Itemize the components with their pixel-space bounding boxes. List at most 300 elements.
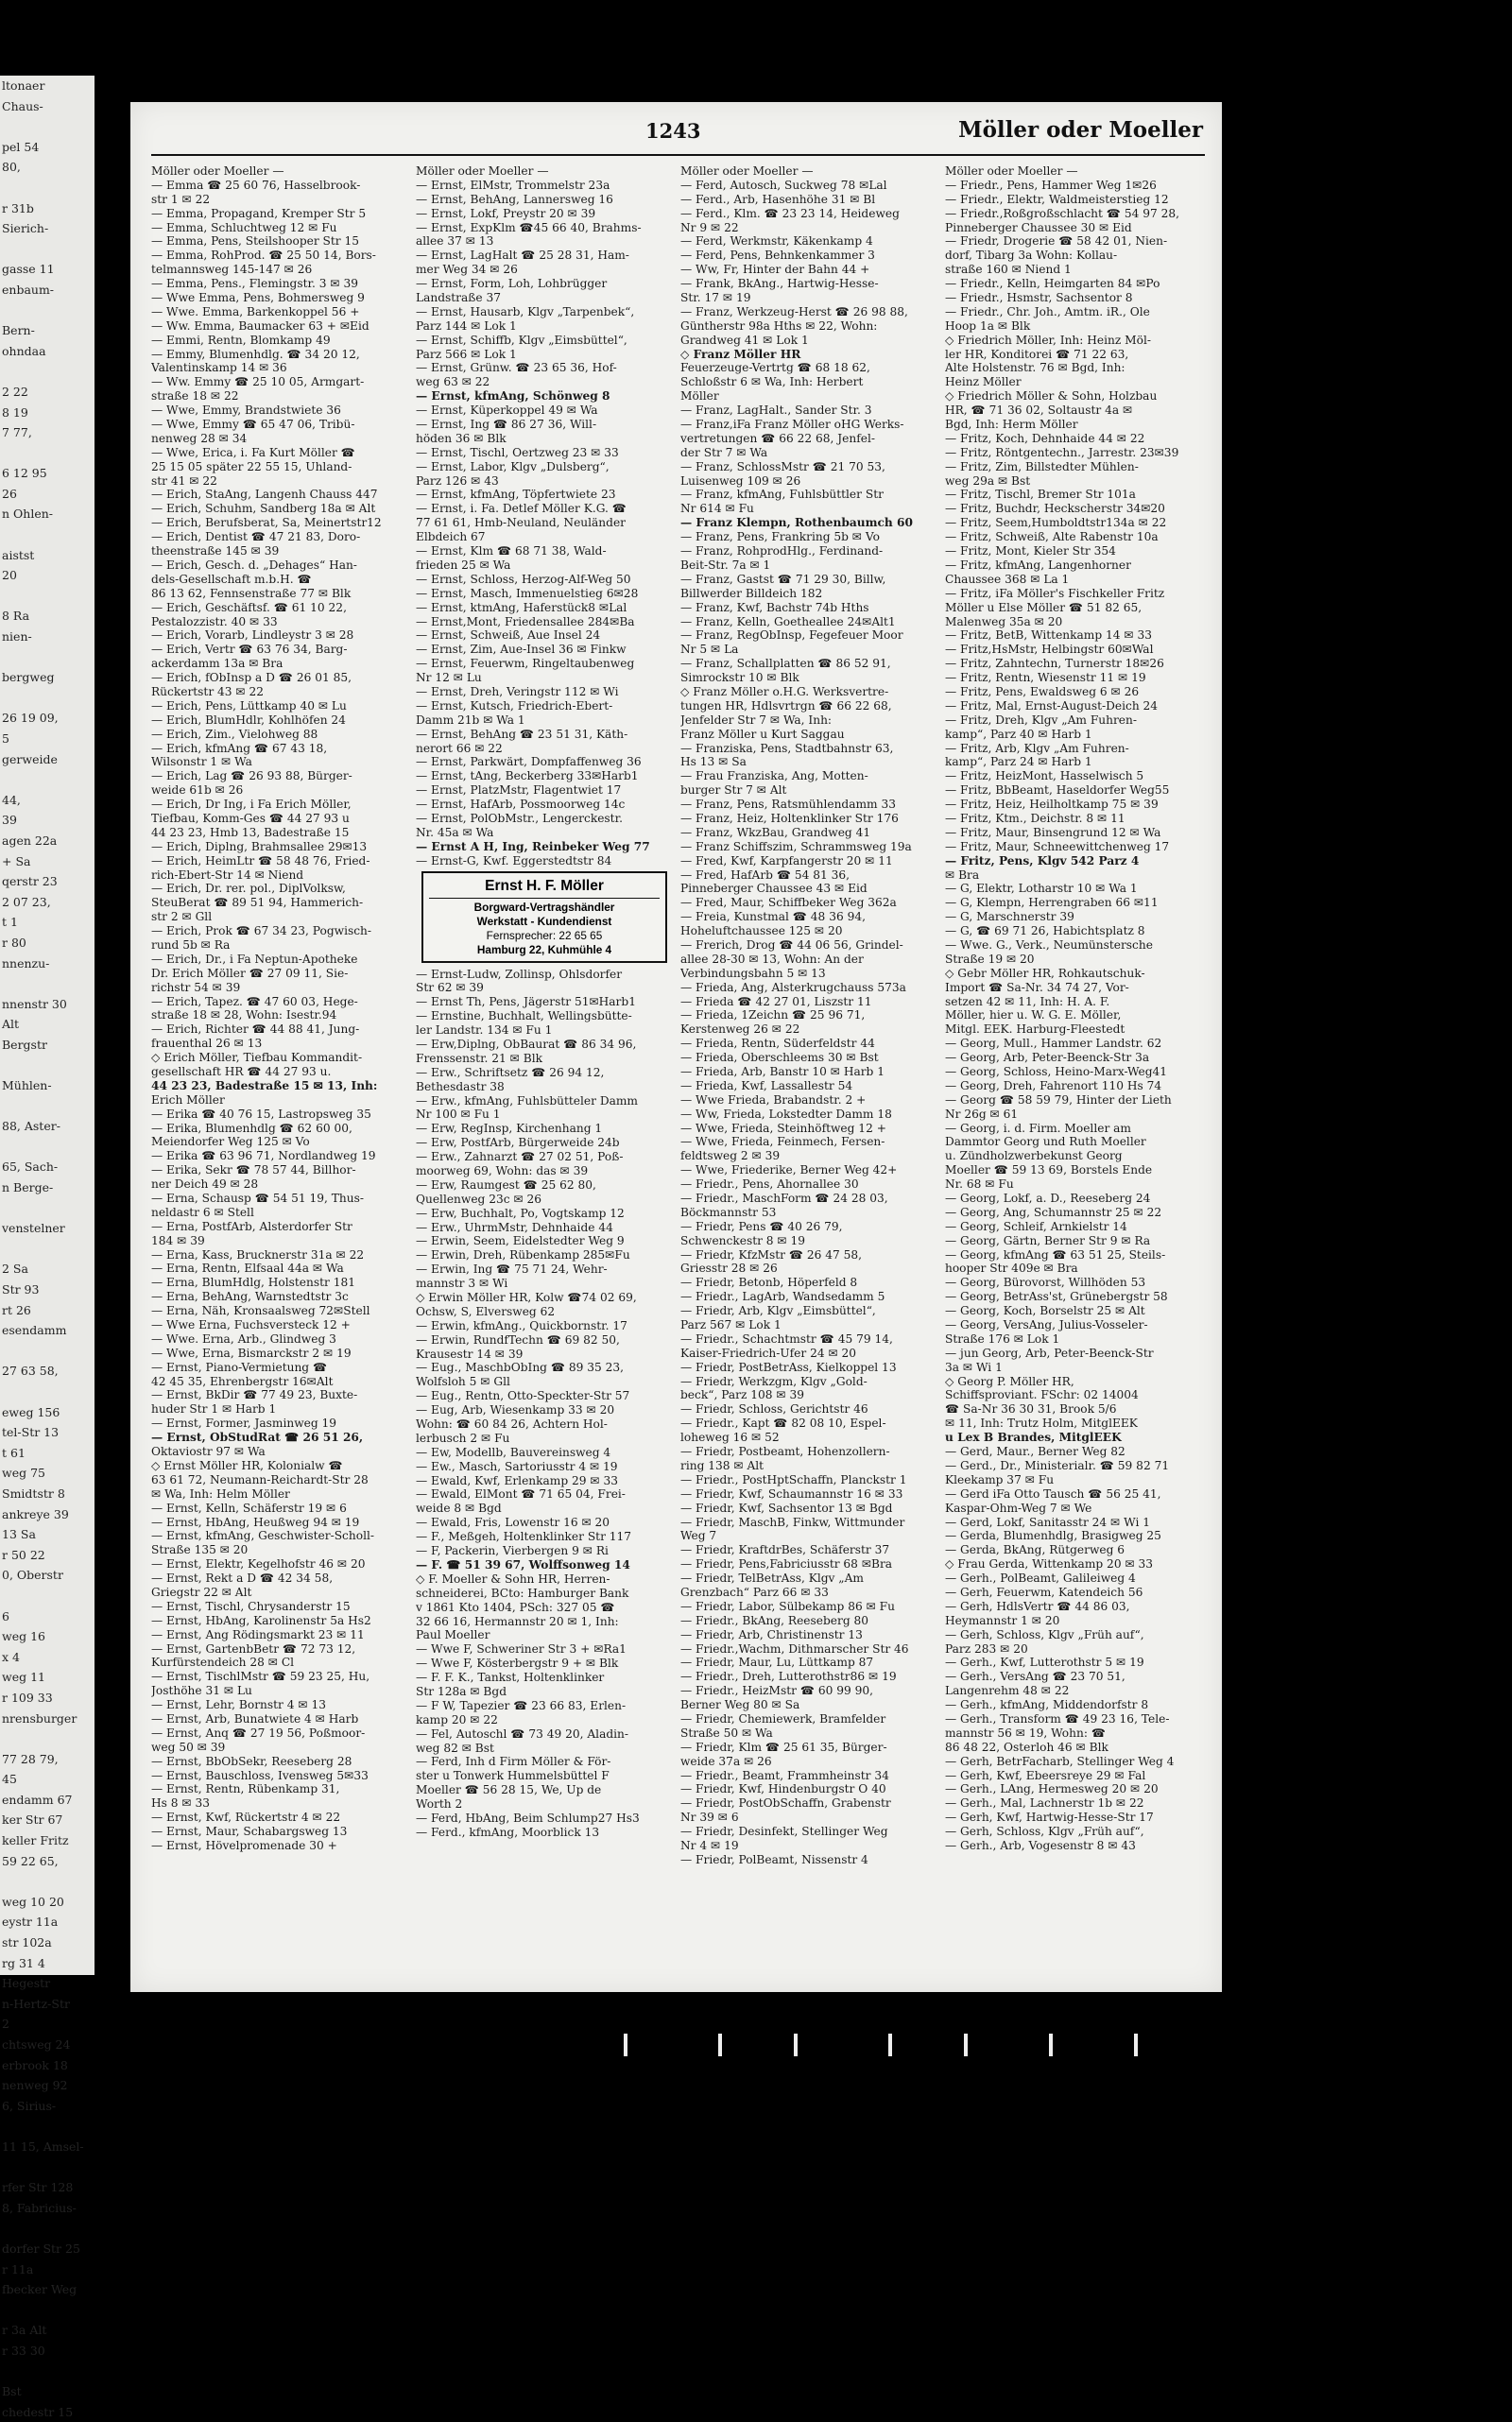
directory-entry: — Ewald, Kwf, Erlenkamp 29 ✉ 33: [416, 1473, 619, 1487]
directory-entry: — Franz, Pens, Frankring 5b ✉ Vo: [680, 530, 880, 544]
directory-entry: — Ernst, Feuerwm, Ringeltaubenweg: [416, 657, 635, 671]
directory-entry: — Ernst, Schloss, Herzog-Alf-Weg 50: [416, 572, 631, 586]
directory-entry: — Friedr, Chemiewerk, Bramfelder: [680, 1711, 886, 1726]
directory-entry: — Erwin, Ing ☎ 75 71 24, Wehr-: [416, 1263, 608, 1277]
prev-page-line: [0, 1056, 94, 1076]
directory-entry: ler Landstr. 134 ✉ Fu 1: [416, 1023, 553, 1038]
directory-entry: — Ww, Fr, Hinter der Bahn 44 +: [680, 263, 870, 277]
directory-entry: 42 45 35, Ehrenbergstr 16✉Alt: [151, 1374, 334, 1388]
directory-entry: — Ernst, Hausarb, Klgv „Tarpenbek“,: [416, 304, 635, 318]
directory-entry: Hoop 1a ✉ Blk: [945, 318, 1031, 333]
directory-entry: — Franz, SchlossMstr ☎ 21 70 53,: [680, 459, 885, 473]
prev-page-line: x 4: [2, 1649, 20, 1664]
directory-entry: — Fritz, HeizMont, Hasselwisch 5: [945, 769, 1144, 783]
prev-page-line: [0, 688, 94, 709]
directory-entry: — Erich, BlumHdlr, Kohlhöfen 24: [151, 713, 346, 727]
running-head: Möller oder Moeller: [958, 117, 1203, 143]
directory-entry: — Erich, Tapez. ☎ 47 60 03, Hege-: [151, 994, 358, 1008]
directory-entry: ✉ Bra: [945, 867, 980, 882]
directory-entry: mannstr 3 ✉ Wi: [416, 1277, 508, 1291]
prev-page-line: r 31b: [2, 200, 34, 215]
directory-entry: — Friedr., Dreh, Lutterothstr86 ✉ 19: [680, 1670, 897, 1684]
column-2: [416, 164, 667, 1840]
directory-entry: ackerdamm 13a ✉ Bra: [151, 657, 284, 671]
directory-entry: — Erwin, RundfTechn ☎ 69 82 50,: [416, 1332, 620, 1347]
prev-page-line: 8 19: [2, 404, 28, 420]
prev-page-line: Alt: [2, 1017, 20, 1032]
directory-entry: — Georg, i. d. Firm. Moeller am: [945, 1121, 1131, 1135]
directory-entry: — Gerh., LAng, Hermesweg 20 ✉ 20: [945, 1782, 1159, 1796]
directory-entry: Str 62 ✉ 39: [416, 981, 484, 995]
directory-entry: — Erw, PostfArb, Bürgerweide 24b: [416, 1136, 620, 1150]
directory-entry: — Ernst, Schweiß, Aue Insel 24: [416, 628, 601, 643]
directory-entry: — Ernst, LagHalt ☎ 25 28 31, Ham-: [416, 249, 629, 263]
directory-entry: — Ernst, BbObSekr, Reeseberg 28: [151, 1754, 352, 1768]
prev-page-line: nien-: [2, 629, 32, 644]
directory-entry: — Erna, PostfArb, Alsterdorfer Str: [151, 1219, 352, 1233]
prev-page-line: eweg 156: [2, 1404, 60, 1419]
directory-entry: allee 37 ✉ 13: [416, 234, 494, 249]
directory-entry: — Erw, RegInsp, Kirchenhang 1: [416, 1122, 603, 1136]
prev-page-line: Sierich-: [2, 221, 49, 236]
prev-page-line: 20: [2, 568, 17, 583]
directory-entry: — Franziska, Pens, Stadtbahnstr 63,: [680, 741, 894, 755]
directory-entry: — Wwe, Frieda, Feinmech, Fersen-: [680, 1135, 885, 1149]
prev-page-line: [0, 361, 94, 382]
directory-entry: — Fritz, Schweiß, Alte Rabenstr 10a: [945, 530, 1159, 544]
prev-page-line: 8, Fabricius-: [2, 2200, 77, 2215]
directory-entry: — Erwin, kfmAng., Quickbornstr. 17: [416, 1318, 627, 1332]
directory-entry: — Friedr, Pens ☎ 40 26 79,: [680, 1219, 843, 1233]
directory-entry: — Fritz, Pens, Ewaldsweg 6 ✉ 26: [945, 684, 1140, 698]
directory-entry: — Emma, RohProd. ☎ 25 50 14, Bors-: [151, 249, 376, 263]
prev-page-line: r 33 30: [2, 2343, 45, 2358]
directory-entry: — Ernst, BehAng, Lannersweg 16: [416, 192, 613, 206]
directory-entry: ◇ Frau Gerda, Wittenkamp 20 ✉ 33: [945, 1557, 1154, 1572]
directory-entry: gesellschaft HR ☎ 44 27 93 u.: [151, 1065, 332, 1078]
directory-entry: Luisenweg 109 ✉ 26: [680, 473, 801, 488]
directory-entry: weg 29a ✉ Bst: [945, 473, 1031, 488]
directory-entry: — Gerh., Arb, Vogesenstr 8 ✉ 43: [945, 1838, 1136, 1852]
directory-entry: — Ernst, i. Fa. Detlef Möller K.G. ☎: [416, 502, 627, 516]
previous-page-edge: [0, 76, 94, 2419]
directory-entry: — G, Elektr, Lotharstr 10 ✉ Wa 1: [945, 882, 1138, 896]
directory-entry: — Friedr, KfzMstr ☎ 26 47 58,: [680, 1247, 863, 1262]
directory-entry: — Ferd., Arb, Hasenhöhe 31 ✉ Bl: [680, 192, 876, 206]
prev-page-line: n Ohlen-: [2, 507, 53, 522]
directory-entry: Josthöhe 31 ✉ Lu: [151, 1684, 252, 1698]
directory-entry: — Ernst, Lehr, Bornstr 4 ✉ 13: [151, 1698, 326, 1712]
directory-entry: — Georg, Gärtn, Berner Str 9 ✉ Ra: [945, 1233, 1151, 1247]
directory-entry: Feuerzeuge-Vertrtg ☎ 68 18 62,: [680, 361, 870, 375]
directory-entry: — Ernst, Hövelpromenade 30 +: [151, 1838, 337, 1852]
directory-entry: — Gerh., PolBeamt, Galileiweg 4: [945, 1572, 1136, 1586]
directory-entry: — F W, Tapezier ☎ 23 66 83, Erlen-: [416, 1698, 627, 1712]
directory-entry: ring 138 ✉ Alt: [680, 1458, 765, 1472]
directory-entry: straße 160 ✉ Niend 1: [945, 263, 1072, 277]
directory-entry: — Ernst, Klm ☎ 68 71 38, Wald-: [416, 544, 607, 558]
directory-entry: ◇ Franz Möller o.H.G. Werksvertre-: [680, 684, 889, 698]
directory-entry: str 41 ✉ 22: [151, 473, 217, 488]
directory-entry: Heinz Möller: [945, 375, 1022, 389]
directory-entry: Nr 100 ✉ Fu 1: [416, 1108, 501, 1122]
directory-entry: — Frieda, Rentn, Süderfeldstr 44: [680, 1037, 875, 1051]
directory-page: [130, 102, 1222, 1992]
prev-page-line: [0, 647, 94, 668]
prev-page-line: ltonaer: [2, 78, 45, 93]
directory-entry: kamp 20 ✉ 22: [416, 1712, 498, 1726]
directory-entry: — Gerd, Lokf, Sanitasstr 24 ✉ Wi 1: [945, 1515, 1150, 1529]
directory-entry: — Franz, Schallplatten ☎ 86 52 91,: [680, 657, 891, 671]
directory-entry: — Erich, Dr Ing, i Fa Erich Möller,: [151, 798, 352, 812]
directory-entry: 44 23 23, Badestraße 15 ✉ 13, Inh:: [151, 1078, 378, 1092]
directory-entry: — Erich, HeimLtr ☎ 58 48 76, Fried-: [151, 853, 370, 867]
column-heading: Möller oder Moeller —: [680, 164, 814, 178]
directory-entry: allee 28-30 ✉ 13, Wohn: An der: [680, 952, 864, 966]
prev-page-line: nnenstr 30: [2, 996, 67, 1011]
directory-entry: — Ernst, ObStudRat ☎ 26 51 26,: [151, 1431, 364, 1445]
prev-page-line: 65, Sach-: [2, 1159, 59, 1175]
directory-entry: 44 23 23, Hmb 13, Badestraße 15: [151, 825, 350, 839]
directory-entry: Alte Holstenstr. 76 ✉ Bgd, Inh:: [945, 361, 1125, 375]
directory-entry: beck“, Parz 108 ✉ 39: [680, 1388, 804, 1402]
directory-entry: — Franz, LagHalt., Sander Str. 3: [680, 404, 872, 418]
directory-entry: str 1 ✉ 22: [151, 192, 211, 206]
directory-entry: — Gerh., kfmAng, Middendorfstr 8: [945, 1698, 1149, 1712]
directory-entry: — Franz, Heiz, Holtenklinker Str 176: [680, 811, 899, 825]
directory-entry: — Fritz, Mont, Kieler Str 354: [945, 544, 1116, 558]
directory-entry: — Erwin, Dreh, Rübenkamp 285✉Fu: [416, 1248, 630, 1263]
directory-entry: — Friedr., Elektr, Waldmeisterstieg 12: [945, 192, 1169, 206]
page-number: 1243: [645, 119, 701, 143]
directory-entry: — Erich, Geschäftsf. ☎ 61 10 22,: [151, 600, 347, 614]
directory-entry: ◇ Georg P. Möller HR,: [945, 1374, 1074, 1388]
directory-entry: Wilsonstr 1 ✉ Wa: [151, 755, 252, 769]
prev-page-line: Mühlen-: [2, 1078, 52, 1093]
prev-page-line: [0, 1341, 94, 1362]
directory-entry: — Ww. Emma, Baumacker 63 + ✉Eid: [151, 318, 369, 333]
prev-page-line: 80,: [2, 160, 21, 175]
directory-entry: — Erich, Vertr ☎ 63 76 34, Barg-: [151, 643, 348, 657]
directory-entry: Erich Möller: [151, 1092, 225, 1107]
directory-entry: Parz 283 ✉ 20: [945, 1641, 1028, 1656]
directory-entry: 184 ✉ 39: [151, 1233, 205, 1247]
directory-entry: — G, ☎ 69 71 26, Habichtsplatz 8: [945, 924, 1145, 938]
directory-entry: Hs 13 ✉ Sa: [680, 755, 747, 769]
prev-page-line: 5: [2, 731, 9, 746]
prev-page-line: 2 07 23,: [2, 894, 51, 909]
directory-entry: — Friedr, Betonb, Höperfeld 8: [680, 1276, 858, 1290]
directory-entry: — Friedr., Hsmstr, Sachsentor 8: [945, 291, 1133, 305]
directory-entry: — F. F. K., Tankst, Holtenklinker: [416, 1671, 605, 1685]
directory-entry: — Fritz, Arb, Klgv „Am Fuhren-: [945, 741, 1129, 755]
directory-entry: — Erich, Pens, Lüttkamp 40 ✉ Lu: [151, 698, 347, 713]
prev-page-line: 0, Oberstr: [2, 1568, 63, 1583]
directory-entry: nerort 66 ✉ 22: [416, 741, 503, 755]
prev-page-line: 88, Aster-: [2, 1119, 60, 1134]
directory-entry: — Friedr, Pens,Fabriciusstr 68 ✉Bra: [680, 1557, 893, 1572]
directory-entry: — Ernstine, Buchhalt, Wellingsbütte-: [416, 1009, 632, 1023]
prev-page-line: [0, 1586, 94, 1606]
directory-entry: Simrockstr 10 ✉ Blk: [680, 671, 799, 685]
directory-entry: — Gerh, Schloss, Klgv „Früh auf“,: [945, 1627, 1144, 1641]
directory-entry: — Franz, kfmAng, Fuhlsbüttler Str: [680, 488, 884, 502]
directory-entry: Heymannstr 1 ✉ 20: [945, 1613, 1060, 1627]
directory-entry: Griegstr 22 ✉ Alt: [151, 1585, 252, 1599]
directory-entry: — Erika, Blumenhdlg ☎ 62 60 00,: [151, 1121, 352, 1135]
directory-entry: — Frank, BkAng., Hartwig-Hesse-: [680, 277, 879, 291]
directory-entry: — Gerd., Dr., Ministerialr. ☎ 59 82 71: [945, 1458, 1170, 1472]
directory-entry: — Ernst, BehAng ☎ 23 51 31, Käth-: [416, 727, 628, 741]
prev-page-line: [0, 2362, 94, 2382]
directory-entry: — Gerh, Kwf, Ebeersreye 29 ✉ Fal: [945, 1768, 1146, 1782]
directory-entry: u. Zündholzwerbekunst Georg: [945, 1149, 1123, 1163]
directory-entry: — Ernst, tAng, Beckerberg 33✉Harb1: [416, 769, 639, 783]
directory-entry: — Erna, Näh, Kronsaalsweg 72✉Stell: [151, 1304, 370, 1318]
directory-entry: — Ernst, HbAng, Karolinenstr 5a Hs2: [151, 1613, 371, 1627]
directory-entry: frauenthal 26 ✉ 13: [151, 1037, 263, 1051]
directory-entry: — Fritz, Mal, Ernst-August-Deich 24: [945, 698, 1159, 713]
directory-entry: — Ferd., kfmAng, Moorblick 13: [416, 1825, 600, 1839]
directory-entry: Grandweg 41 ✉ Lok 1: [680, 333, 809, 347]
prev-page-line: 6 12 95: [2, 466, 47, 481]
prev-page-line: ankreye 39: [2, 1506, 69, 1521]
directory-entry: tungen HR, Hdlsvrtrgn ☎ 66 22 68,: [680, 698, 892, 713]
directory-entry: — Gerh, BetrFacharb, Stellinger Weg 4: [945, 1754, 1175, 1768]
prev-page-line: bergweg: [2, 670, 55, 685]
directory-entry: — Erw., Zahnarzt ☎ 27 02 51, Poß-: [416, 1150, 624, 1164]
prev-page-line: erbrook 18: [2, 2057, 68, 2072]
directory-entry: — Erich, Diplng, Brahmsallee 29✉13: [151, 839, 368, 853]
directory-entry: — Gerd, Maur., Berner Weg 82: [945, 1445, 1125, 1459]
directory-entry: — Erich, Richter ☎ 44 88 41, Jung-: [151, 1022, 360, 1037]
directory-entry: — Friedr., PostHptSchaffn, Planckstr 1: [680, 1472, 907, 1486]
directory-entry: — Franz Schiffszim, Schrammsweg 19a: [680, 839, 912, 853]
directory-entry: ◇ Erich Möller, Tiefbau Kommandit-: [151, 1051, 363, 1065]
prev-page-line: tel-Str 13: [2, 1425, 60, 1440]
directory-entry: — Erna, BehAng, Warnstedtstr 3c: [151, 1290, 349, 1304]
prev-page-line: weg 16: [2, 1629, 45, 1644]
directory-entry: Kurfürstendeich 28 ✉ Cl: [151, 1656, 295, 1670]
directory-entry: — Georg, Mull., Hammer Landstr. 62: [945, 1037, 1162, 1051]
directory-entry: 86 13 62, Fennsenstraße 77 ✉ Blk: [151, 586, 352, 600]
directory-entry: — Friedr, Arb, Klgv „Eimsbüttel“,: [680, 1304, 876, 1318]
directory-entry: — Franz,iFa Franz Möller oHG Werks-: [680, 418, 904, 432]
directory-entry: — Friedr, Kwf, Schaumannstr 16 ✉ 33: [680, 1486, 903, 1501]
directory-entry: Nr 614 ✉ Fu: [680, 502, 754, 516]
column-heading: Möller oder Moeller —: [416, 164, 549, 178]
directory-entry: ✉ Wa, Inh: Helm Möller: [151, 1486, 290, 1501]
directory-entry: — Ernst, Maur, Schabargsweg 13: [151, 1825, 348, 1839]
directory-entry: 25 15 05 später 22 55 15, Uhland-: [151, 459, 352, 473]
prev-page-line: [0, 116, 94, 137]
prev-page-line: r 80: [2, 935, 26, 950]
directory-entry: Ochsw, S, Elversweg 62: [416, 1304, 556, 1318]
directory-entry: — Georg, Ang, Schumannstr 25 ✉ 22: [945, 1205, 1162, 1219]
directory-entry: — Wwe, Emmy, Brandstwiete 36: [151, 404, 341, 418]
directory-entry: ◇ Ernst Möller HR, Kolonialw ☎: [151, 1458, 343, 1472]
directory-entry: Pinneberger Chaussee 43 ✉ Eid: [680, 882, 868, 896]
directory-entry: — Ernst Th, Pens, Jägerstr 51✉Harb1: [416, 995, 636, 1009]
directory-entry: — Ew., Masch, Sartoriusstr 4 ✉ 19: [416, 1459, 618, 1473]
directory-entry: 77 61 61, Hmb-Neuland, Neuländer: [416, 516, 626, 530]
prev-page-line: [0, 1198, 94, 1219]
directory-entry: — Friedr, Maur, Lu, Lüttkamp 87: [680, 1656, 874, 1670]
directory-entry: — Erwin, Seem, Eidelstedter Weg 9: [416, 1234, 625, 1248]
directory-entry: weg 50 ✉ 39: [151, 1740, 226, 1754]
directory-entry: — Emma, Pens, Steilshooper Str 15: [151, 234, 360, 249]
directory-entry: — Gerh, Kwf, Hartwig-Hesse-Str 17: [945, 1811, 1154, 1825]
prev-page-line: gerweide: [2, 751, 58, 766]
directory-entry: — Erich, Gesch. d. „Dehages“ Han-: [151, 558, 357, 572]
directory-entry: Möller: [680, 389, 719, 404]
directory-entry: — Ernst, Tischl, Chrysanderstr 15: [151, 1599, 351, 1613]
directory-entry: — Friedr., LagArb, Wandsedamm 5: [680, 1290, 885, 1304]
prev-page-line: [0, 301, 94, 321]
directory-entry: Str. 17 ✉ 19: [680, 291, 751, 305]
prev-page-line: [0, 586, 94, 607]
prev-page-line: r 11a: [2, 2261, 34, 2276]
directory-entry: — Friedr., Schachtmstr ☎ 45 79 14,: [680, 1331, 893, 1346]
directory-entry: — Gerh, HdlsVertr ☎ 44 86 03,: [945, 1599, 1130, 1613]
directory-entry: — Wwe Erna, Fuchsversteck 12 +: [151, 1318, 351, 1332]
directory-entry: — Eug., Rentn, Otto-Speckter-Str 57: [416, 1389, 630, 1403]
directory-entry: Hs 8 ✉ 33: [151, 1796, 210, 1811]
directory-entry: — Ferd, HbAng, Beim Schlump27 Hs3: [416, 1811, 640, 1825]
directory-entry: — Friedr, Klm ☎ 25 61 35, Bürger-: [680, 1740, 887, 1754]
advertisement-box: [421, 871, 667, 963]
directory-entry: — Fritz, Zahntechn, Turnerstr 18✉26: [945, 657, 1164, 671]
directory-entry: — Georg, Bürovorst, Willhöden 53: [945, 1276, 1146, 1290]
directory-entry: — Fritz, Zim, Billstedter Mühlen-: [945, 459, 1139, 473]
directory-entry: — Frieda, Oberschleems 30 ✉ Bst: [680, 1051, 879, 1065]
directory-entry: u Lex B Brandes, MitglEEK: [945, 1431, 1122, 1445]
directory-entry: — Gerh, Feuerwm, Katendeich 56: [945, 1585, 1143, 1599]
directory-entry: — Georg, BetrAss'st, Grünebergstr 58: [945, 1290, 1168, 1304]
directory-entry: Damm 21b ✉ Wa 1: [416, 713, 525, 727]
ad-line4: Hamburg 22, Kuhmühle 4: [476, 942, 612, 956]
ad-name: Ernst H. F. Möller: [429, 877, 660, 899]
page-header: [130, 102, 1222, 159]
directory-entry: — Erich, fObInsp a D ☎ 26 01 85,: [151, 671, 352, 685]
directory-entry: ler HR, Konditorei ☎ 71 22 63,: [945, 347, 1129, 361]
directory-entry: Pinneberger Chaussee 30 ✉ Eid: [945, 220, 1132, 234]
directory-entry: — Friedr., BkAng, Reeseberg 80: [680, 1613, 868, 1627]
directory-entry: Chaussee 368 ✉ La 1: [945, 572, 1070, 586]
directory-entry: — Friedr., MaschForm ☎ 24 28 03,: [680, 1192, 888, 1206]
directory-entry: Schloßstr 6 ✉ Wa, Inh: Herbert: [680, 375, 864, 389]
directory-entry: weide 8 ✉ Bgd: [416, 1502, 502, 1516]
directory-entry: — Ernst, Elektr, Kegelhofstr 46 ✉ 20: [151, 1557, 366, 1572]
directory-entry: — Ernst, Kelln, Schäferstr 19 ✉ 6: [151, 1501, 347, 1515]
directory-entry: — Wwe, Frieda, Steinhöftweg 12 +: [680, 1121, 886, 1135]
prev-page-line: ker Str 67: [2, 1812, 63, 1828]
directory-entry: v 1861 Kto 1404, PSch: 327 05 ☎: [416, 1600, 615, 1614]
directory-entry: — Friedr., HeizMstr ☎ 60 99 90,: [680, 1684, 874, 1698]
directory-entry: — Friedr.,Wachm, Dithmarscher Str 46: [680, 1641, 909, 1656]
directory-entry: lerbusch 2 ✉ Fu: [416, 1431, 510, 1445]
directory-entry: — Friedr, TelBetrAss, Klgv „Am: [680, 1572, 864, 1586]
directory-entry: — Ernst, ExpKlm ☎45 66 40, Brahms-: [416, 220, 642, 234]
directory-entry: Straße 19 ✉ 20: [945, 952, 1035, 966]
prev-page-line: eystr 11a: [2, 1915, 59, 1930]
prev-page-line: 77 28 79,: [2, 1751, 59, 1766]
directory-entry: — Erich, Zim., Vielohweg 88: [151, 727, 318, 741]
directory-entry: — Erich, Prok ☎ 67 34 23, Pogwisch-: [151, 924, 372, 938]
directory-entry: — Georg ☎ 58 59 79, Hinter der Lieth: [945, 1092, 1172, 1107]
directory-entry: — Frieda, Arb, Banstr 10 ✉ Harb 1: [680, 1065, 885, 1078]
prev-page-line: nnenzu-: [2, 955, 50, 971]
directory-entry: Weg 7: [680, 1529, 717, 1543]
directory-entry: — Ernst, HbAng, Heußweg 94 ✉ 19: [151, 1515, 360, 1529]
directory-entry: — Fritz, Pens, Klgv 542 Parz 4: [945, 853, 1140, 867]
prev-page-line: n Berge-: [2, 1180, 54, 1195]
prev-page-line: [0, 2116, 94, 2137]
directory-entry: — Frieda, Kwf, Lassallestr 54: [680, 1078, 853, 1092]
directory-entry: Rückertstr 43 ✉ 22: [151, 684, 265, 698]
directory-entry: — Ww. Emmy ☎ 25 10 05, Armgart-: [151, 375, 365, 389]
prev-page-line: 26: [2, 486, 17, 501]
prev-page-line: 2 22: [2, 384, 28, 399]
directory-entry: — Erich, Lag ☎ 26 93 88, Bürger-: [151, 769, 352, 783]
directory-entry: — Erich, Dr. rer. pol., DiplVolksw,: [151, 882, 346, 896]
directory-entry: — Wwe, Friederike, Berner Weg 42+: [680, 1163, 898, 1177]
prev-page-line: 2 Sa: [2, 1262, 28, 1277]
directory-entry: — Erw., UhrmMstr, Dehnhaide 44: [416, 1220, 613, 1234]
directory-entry: ◇ Erwin Möller HR, Kolw ☎74 02 69,: [416, 1291, 637, 1305]
directory-entry: — Ernst, TischlMstr ☎ 59 23 25, Hu,: [151, 1670, 370, 1684]
directory-entry: ☎ Sa-Nr 36 30 31, Brook 5/6: [945, 1402, 1117, 1417]
directory-entry: — Erika ☎ 63 96 71, Nordlandweg 19: [151, 1149, 376, 1163]
directory-entry: vertretungen ☎ 66 22 68, Jenfel-: [680, 431, 875, 445]
directory-entry: — Ew, Modellb, Bauvereinsweg 4: [416, 1445, 611, 1459]
prev-page-line: gasse 11: [2, 262, 55, 277]
directory-entry: — Franz, Gastst ☎ 71 29 30, Billw,: [680, 572, 886, 586]
prev-page-line: nenweg 92: [2, 2078, 68, 2093]
directory-entry: — Wwe. Erna, Arb., Glindweg 3: [151, 1331, 336, 1346]
prev-page-line: r 50 22: [2, 1547, 45, 1562]
directory-entry: — Georg, Lokf, a. D., Reeseberg 24: [945, 1192, 1151, 1206]
prev-page-line: 6: [2, 1608, 9, 1623]
directory-entry: — Franz, Kwf, Bachstr 74b Hths: [680, 600, 869, 614]
prev-page-line: weg 10 20: [2, 1894, 64, 1909]
directory-entry: Elbdeich 67: [416, 530, 486, 544]
directory-entry: — Ewald, Fris, Lowenstr 16 ✉ 20: [416, 1516, 610, 1530]
directory-entry: — Ernst, Grünw. ☎ 23 65 36, Hof-: [416, 361, 617, 375]
prev-page-line: + Sa: [2, 853, 31, 868]
directory-entry: weg 63 ✉ 22: [416, 375, 490, 389]
directory-entry: Straße 176 ✉ Lok 1: [945, 1331, 1060, 1346]
directory-entry: — Freia, Kunstmal ☎ 48 36 94,: [680, 910, 866, 924]
directory-entry: Wolfsloh 5 ✉ Gll: [416, 1375, 510, 1389]
directory-entry: — Wwe Emma, Pens, Bohmersweg 9: [151, 291, 365, 305]
directory-entry: Beit-Str. 7a ✉ 1: [680, 558, 771, 572]
directory-entry: — Ernst, kfmAng, Geschwister-Scholl-: [151, 1529, 374, 1543]
directory-entry: — Fritz, BbBeamt, Haseldorfer Weg55: [945, 783, 1170, 798]
directory-entry: — Fritz, Heiz, Heilholtkamp 75 ✉ 39: [945, 798, 1159, 812]
directory-entry: — Friedr, Kwf, Hindenburgstr O 40: [680, 1782, 886, 1796]
directory-entry: Schiffsproviant. FSchr: 02 14004: [945, 1388, 1139, 1402]
column-heading: Möller oder Moeller —: [945, 164, 1078, 178]
directory-entry: Verbindungsbahn 5 ✉ 13: [680, 966, 826, 980]
directory-entry: — Eug., MaschbObIng ☎ 89 35 23,: [416, 1361, 625, 1375]
directory-entry: — Erw, Raumgest ☎ 25 62 80,: [416, 1177, 596, 1192]
prev-page-line: weg 75: [2, 1466, 45, 1481]
directory-entry: — Friedr, PostObSchaffn, Grabenstr: [680, 1796, 891, 1811]
directory-entry: — Erw., kfmAng, Fuhlsbütteler Damm: [416, 1093, 638, 1108]
directory-entry: — F, Packerin, Vierbergen 9 ✉ Ri: [416, 1544, 609, 1558]
directory-entry: Straße 50 ✉ Wa: [680, 1726, 773, 1740]
